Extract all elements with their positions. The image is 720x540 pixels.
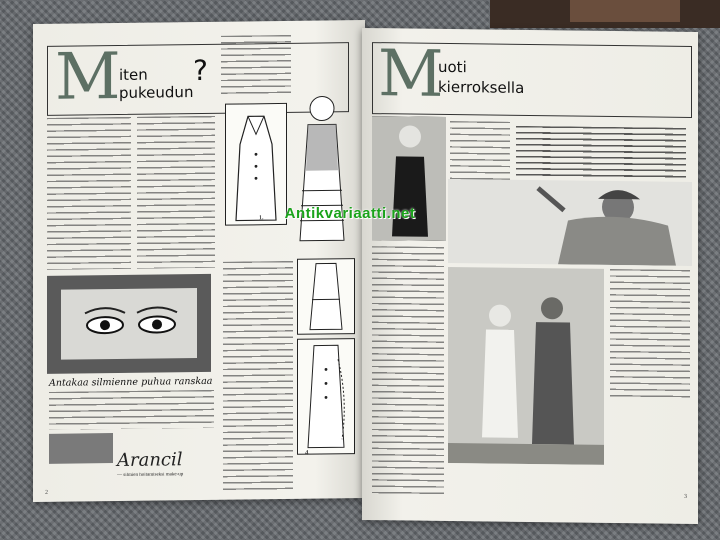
- title-line-1: uoti: [438, 57, 467, 77]
- sketch-label-4: 4.: [305, 448, 311, 457]
- photo-captions: [610, 269, 690, 400]
- model-hat-photo: [448, 179, 692, 266]
- swimsuit-photo: [372, 116, 446, 241]
- right-page: [362, 28, 698, 524]
- article-text-col-4: [223, 261, 293, 492]
- article-text-col-3: [221, 35, 291, 96]
- couple-photo: [448, 267, 604, 465]
- model-sketch: [288, 90, 356, 251]
- watermark: Antikvariaatti.net: [284, 205, 416, 222]
- title-big-letter: M: [378, 37, 444, 112]
- dress-sketch-3: [297, 338, 355, 455]
- ad-body-text: [49, 390, 214, 430]
- background-object: [570, 0, 680, 22]
- question-mark: ?: [193, 53, 208, 88]
- left-page: [33, 20, 365, 502]
- article-text-col-2: [137, 116, 215, 269]
- eye-makeup-photo: [47, 274, 211, 374]
- article-text-col-2: [372, 246, 444, 497]
- intro-text: [516, 126, 686, 178]
- page-number-right: 3: [684, 493, 687, 500]
- dress-sketch-2: [297, 258, 355, 335]
- sketch-label-1: 1.: [259, 215, 264, 222]
- page-number-left: 2: [45, 489, 48, 496]
- brand-logo: Arancil: [117, 449, 183, 472]
- brand-tagline: — silmien hoitamiseksi make-up: [117, 472, 184, 479]
- title-line-2: pukeudun: [119, 83, 194, 102]
- ad-headline: Antakaa silmienne puhua ranskaa: [49, 375, 213, 389]
- title-line-2: kierroksella: [438, 77, 525, 97]
- article-text-col-1: [47, 117, 131, 270]
- article-text-col-1: [450, 121, 510, 182]
- product-photo: [49, 433, 113, 464]
- title-big-letter: M: [55, 39, 121, 115]
- title-line-1: iten: [119, 65, 148, 84]
